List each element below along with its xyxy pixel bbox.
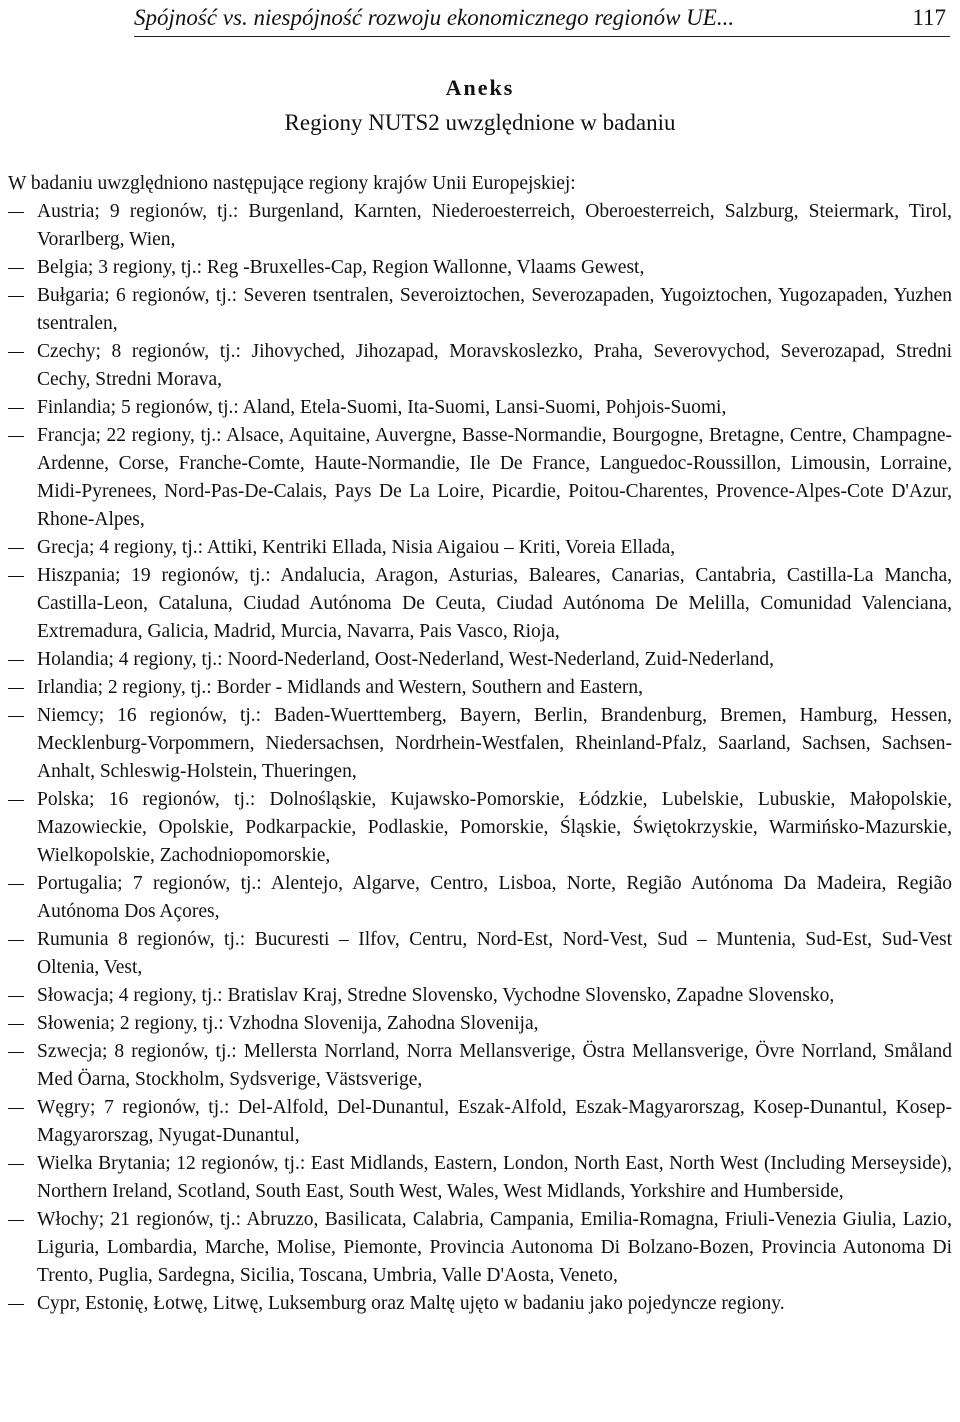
running-title: Spójność vs. niespójność rozwoju ekonomicznego regionów UE... [134, 5, 735, 30]
list-item-text: Finlandia; 5 regionów, tj.: Aland, Etela-Suomi, Ita-Suomi, Lansi-Suomi, Pohjois-Suomi, [37, 397, 727, 418]
country-list [8, 198, 952, 1318]
list-item-text: Czechy; 8 regionów, tj.: Jihovyched, Jihozapad, Moravskoslezko, Praha, Severovychod, Severozapad, Stredni Cechy, Stredni Morava, [37, 341, 952, 390]
dash-bullet [8, 408, 24, 410]
list-item [8, 926, 952, 982]
list-item [8, 282, 952, 338]
list-item-text: Szwecja; 8 regionów, tj.: Mellersta Norrland, Norra Mellansverige, Östra Mellansverige, Övre Norrland, Småland Med Öarna, Stockholm, Sydsverige, Västsverige, [37, 1041, 952, 1090]
dash-bullet [8, 436, 24, 438]
list-item-text: Polska; 16 regionów, tj.: Dolnośląskie, Kujawsko-Pomorskie, Łódzkie, Lubelskie, Lubuskie, Małopolskie, Mazowieckie, Opolskie, Podkarpackie, Podlaskie, Pomorskie, Śląskie, Świętokrzyskie, Warmińsko-Mazurskie, Wielkopolskie, Zachodniopomorskie, [37, 789, 952, 866]
dash-bullet [8, 1164, 24, 1166]
list-item-text: Rumunia 8 regionów, tj.: Bucuresti – Ilfov, Centru, Nord-Est, Nord-Vest, Sud – Muntenia, Sud-Est, Sud-Vest Oltenia, Vest, [37, 929, 952, 978]
list-item [8, 702, 952, 786]
running-header [134, 2, 950, 37]
list-item-text: Słowenia; 2 regiony, tj.: Vzhodna Slovenija, Zahodna Slovenija, [37, 1013, 539, 1034]
list-item-text: Irlandia; 2 regiony, tj.: Border - Midlands and Western, Southern and Eastern, [37, 677, 644, 698]
list-item-text: Austria; 9 regionów, tj.: Burgenland, Karnten, Niederoesterreich, Oberoesterreich, Salzburg, Steiermark, Tirol, Vorarlberg, Wien, [37, 201, 952, 250]
list-item-text: Bułgaria; 6 regionów, tj.: Severen tsentralen, Severoiztochen, Severozapaden, Yugoiztochen, Yugozapaden, Yuzhen tsentralen, [37, 285, 952, 334]
page-number: 117 [912, 5, 946, 30]
dash-bullet [8, 716, 24, 718]
list-item-text: Niemcy; 16 regionów, tj.: Baden-Wuerttemberg, Bayern, Berlin, Brandenburg, Bremen, Hamburg, Hessen, Mecklenburg-Vorpommern, Niedersachsen, Nordrhein-Westfalen, Rheinland-Pfalz, Saarland, Sachsen, Sachsen-Anhalt, Schleswig-Holstein, Thueringen, [37, 705, 952, 782]
list-item [8, 674, 952, 702]
list-item-text: Francja; 22 regiony, tj.: Alsace, Aquitaine, Auvergne, Basse-Normandie, Bourgogne, Bretagne, Centre, Champagne-Ardenne, Corse, Franche-Comte, Haute-Normandie, Ile De France, Languedoc-Roussillon, Limousin, Lorraine, Midi-Pyrenees, Nord-Pas-De-Calais, Pays De La Loire, Picardie, Poitou-Charentes, Provence-Alpes-Cote D'Azur, Rhone-Alpes, [37, 425, 952, 530]
dash-bullet [8, 1108, 24, 1110]
list-item-text: Cypr, Estonię, Łotwę, Litwę, Luksemburg oraz Maltę ujęto w badaniu jako pojedyncze regiony. [37, 1293, 785, 1314]
list-item [8, 394, 952, 422]
dash-bullet [8, 1304, 24, 1306]
dash-bullet [8, 884, 24, 886]
dash-bullet [8, 800, 24, 802]
list-item-text: Portugalia; 7 regionów, tj.: Alentejo, Algarve, Centro, Lisboa, Norte, Região Autónoma Da Madeira, Região Autónoma Dos Açores, [37, 873, 952, 922]
list-item [8, 786, 952, 870]
list-item-text: Holandia; 4 regiony, tj.: Noord-Nederland, Oost-Nederland, West-Nederland, Zuid-Nederland, [37, 649, 775, 670]
list-item [8, 534, 952, 562]
list-item-text: Wielka Brytania; 12 regionów, tj.: East Midlands, Eastern, London, North East, North West (Including Merseyside), Northern Ireland, Scotland, South East, South West, Wales, West Midlands, Yorkshire and Humberside, [37, 1153, 952, 1202]
dash-bullet [8, 996, 24, 998]
dash-bullet [8, 660, 24, 662]
list-item-text: Belgia; 3 regiony, tj.: Reg -Bruxelles-Cap, Region Wallonne, Vlaams Gewest, [37, 257, 645, 278]
list-item [8, 562, 952, 646]
dash-bullet [8, 1024, 24, 1026]
list-item [8, 198, 952, 254]
dash-bullet [8, 940, 24, 942]
dash-bullet [8, 1052, 24, 1054]
list-item [8, 1290, 952, 1318]
list-item-text: Węgry; 7 regionów, tj.: Del-Alfold, Del-Dunantul, Eszak-Alfold, Eszak-Magyarorszag, Kosep-Dunantul, Kosep-Magyarorszag, Nyugat-Dunantul, [37, 1097, 952, 1146]
list-item [8, 982, 952, 1010]
list-item [8, 422, 952, 534]
dash-bullet [8, 688, 24, 690]
dash-bullet [8, 352, 24, 354]
dash-bullet [8, 212, 24, 214]
dash-bullet [8, 296, 24, 298]
list-item [8, 870, 952, 926]
list-item [8, 1010, 952, 1038]
dash-bullet [8, 268, 24, 270]
list-item [8, 1150, 952, 1206]
intro-paragraph: W badaniu uwzględniono następujące regiony krajów Unii Europejskiej: [8, 173, 576, 194]
dash-bullet [8, 576, 24, 578]
annex-title: Regiony NUTS2 uwzględnione w badaniu [284, 110, 676, 135]
list-item-text: Grecja; 4 regiony, tj.: Attiki, Kentriki Ellada, Nisia Aigaiou – Kriti, Voreia Ellada, [37, 537, 676, 558]
list-item [8, 1206, 952, 1290]
annex-label: Aneks [445, 75, 515, 100]
dash-bullet [8, 1220, 24, 1222]
list-item-text: Hiszpania; 19 regionów, tj.: Andalucia, Aragon, Asturias, Baleares, Canarias, Cantabria, Castilla-La Mancha, Castilla-Leon, Cataluna, Ciudad Autónoma De Ceuta, Ciudad Autónoma De Melilla, Comunidad Valenciana, Extremadura, Galicia, Madrid, Murcia, Navarra, Pais Vasco, Rioja, [37, 565, 952, 642]
list-item [8, 1094, 952, 1150]
list-item-text: Słowacja; 4 regiony, tj.: Bratislav Kraj, Stredne Slovensko, Vychodne Slovensko, Zapadne Slovensko, [37, 985, 835, 1006]
main-content [8, 170, 952, 1318]
list-item [8, 338, 952, 394]
list-item-text: Włochy; 21 regionów, tj.: Abruzzo, Basilicata, Calabria, Campania, Emilia-Romagna, Friuli-Venezia Giulia, Lazio, Liguria, Lombardia, Marche, Molise, Piemonte, Provincia Autonoma Di Bolzano-Bozen, Provincia Autonoma Di Trento, Puglia, Sardegna, Sicilia, Toscana, Umbria, Valle D'Aosta, Veneto, [37, 1209, 952, 1286]
dash-bullet [8, 548, 24, 550]
list-item [8, 254, 952, 282]
list-item [8, 646, 952, 674]
list-item [8, 1038, 952, 1094]
